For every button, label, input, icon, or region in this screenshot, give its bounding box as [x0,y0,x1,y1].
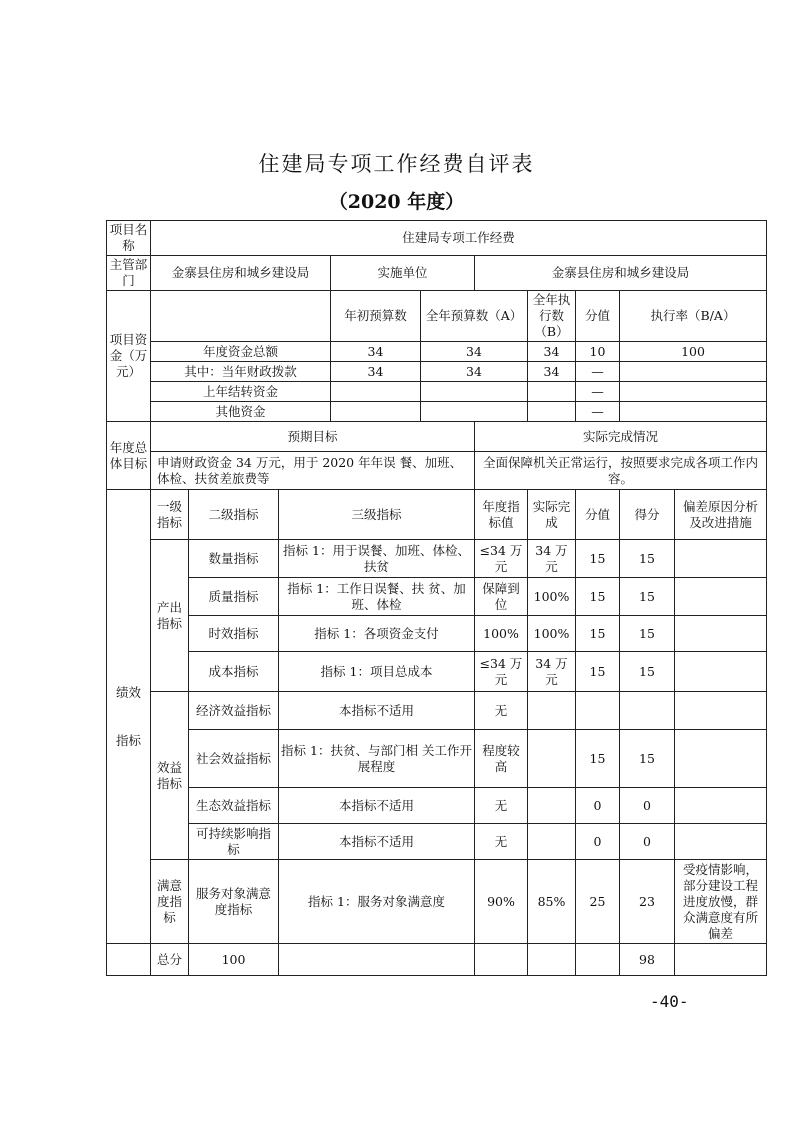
funds-row-label: 其中：当年财政拨款 [151,362,331,382]
indicator-reason [675,730,767,788]
indicators-label-line-2: 指标 [115,732,141,748]
indicator-level2: 可持续影响指标 [189,824,279,860]
total-value: 100 [189,944,279,976]
indicator-level2: 时效指标 [189,616,279,652]
funds-row [107,402,767,422]
funds-section-label: 项目资金（万元） [107,291,151,422]
indicator-row [107,824,767,860]
indicator-level2: 服务对象满意度指标 [189,860,279,944]
indicator-row [107,578,767,616]
header-level3: 三级指标 [279,490,475,540]
funds-row [107,362,767,382]
header-target: 年度指标值 [475,490,528,540]
implementing-unit-label: 实施单位 [331,256,475,291]
expected-goal-header: 预期目标 [151,422,475,452]
indicator-level3: 指标 1：工作日误餐、扶 贫、加班、体检 [279,578,475,616]
header-level1: 一级指标 [151,490,189,540]
indicator-value: 15 [576,652,620,692]
total-score: 98 [620,944,675,976]
self-evaluation-table [106,220,767,976]
indicator-target: 无 [475,824,528,860]
indicator-row [107,860,767,944]
expected-goal-text: 申请财政资金 34 万元，用于 2020 年年误 餐、加班、体检、扶贫差旅费等 [151,452,475,490]
total-label: 总分 [151,944,189,976]
funds-value: — [576,382,620,402]
indicator-row [107,540,767,578]
indicator-level2: 成本指标 [189,652,279,692]
funds-rate [620,382,767,402]
funds-row [107,342,767,362]
header-full-budget: 全年预算数（A） [421,291,528,342]
indicator-value: 15 [576,730,620,788]
funds-full: 34 [421,342,528,362]
indicators-label-line-1: 绩效 [115,684,141,700]
total-blank-level3 [279,944,475,976]
indicator-level2: 质量指标 [189,578,279,616]
indicator-value: 15 [576,578,620,616]
indicators-header-row [107,490,767,540]
indicator-reason [675,692,767,730]
total-blank-actual [528,944,576,976]
funds-header-row [107,291,767,342]
funds-row [107,382,767,402]
indicator-reason [675,824,767,860]
total-blank [107,944,151,976]
header-indicator-score: 得分 [620,490,675,540]
header-execution: 全年执行数（B） [528,291,576,342]
indicator-score: 15 [620,616,675,652]
indicator-row [107,616,767,652]
indicator-reason [675,616,767,652]
indicator-level3: 指标 1：用于误餐、加班、体检、扶贫 [279,540,475,578]
funds-exec: 34 [528,362,576,382]
header-value: 分值 [576,490,620,540]
funds-exec [528,402,576,422]
header-reason: 偏差原因分析及改进措施 [675,490,767,540]
indicator-value: 25 [576,860,620,944]
header-execution-rate: 执行率（B/A） [620,291,767,342]
indicator-value [576,692,620,730]
indicator-row [107,788,767,824]
indicator-actual [528,692,576,730]
indicator-score: 15 [620,578,675,616]
funds-exec: 34 [528,342,576,362]
indicator-score: 15 [620,540,675,578]
total-row [107,944,767,976]
funds-value: — [576,402,620,422]
indicator-reason [675,652,767,692]
indicator-level2: 数量指标 [189,540,279,578]
indicator-actual [528,788,576,824]
funds-full [421,382,528,402]
funds-blank-header [151,291,331,342]
indicator-row [107,652,767,692]
actual-completion-text: 全面保障机关正常运行，按照要求完成各项工作内容。 [475,452,767,490]
indicator-target: ≤34 万元 [475,652,528,692]
implementing-unit-value: 金寨县住房和城乡建设局 [475,256,767,291]
indicator-score: 15 [620,730,675,788]
header-initial-budget: 年初预算数 [331,291,421,342]
indicator-level3: 指标 1：项目总成本 [279,652,475,692]
indicator-target: ≤34 万元 [475,540,528,578]
project-name-row [107,221,767,256]
funds-row-label: 年度资金总额 [151,342,331,362]
indicator-level3: 指标 1：服务对象满意度 [279,860,475,944]
indicator-reason: 受疫情影响，部分建设工程进度放慢，群众满意度有所偏差 [675,860,767,944]
funds-exec [528,382,576,402]
indicator-target: 无 [475,788,528,824]
indicator-level3: 指标 1：扶贫、与部门相 关工作开展程度 [279,730,475,788]
goals-header-row [107,422,767,452]
indicator-actual: 34 万元 [528,652,576,692]
funds-rate: 100 [620,342,767,362]
indicator-score: 23 [620,860,675,944]
indicator-target: 无 [475,692,528,730]
indicator-score: 0 [620,788,675,824]
funds-row-label: 上年结转资金 [151,382,331,402]
page-title: 住建局专项工作经费自评表 [258,152,535,176]
project-name-label: 项目名称 [107,221,151,256]
goals-section-label: 年度总体目标 [107,422,151,490]
page-subtitle: （2020 年度） [328,191,465,213]
page-number: -40- [650,992,689,1011]
indicator-level3: 本指标不适用 [279,824,475,860]
indicator-score: 0 [620,824,675,860]
indicator-target: 程度较高 [475,730,528,788]
indicator-actual: 100% [528,616,576,652]
funds-initial [331,402,421,422]
indicator-target: 90% [475,860,528,944]
total-blank-reason [675,944,767,976]
funds-initial: 34 [331,342,421,362]
funds-rate [620,362,767,382]
indicator-actual [528,730,576,788]
indicator-level2: 社会效益指标 [189,730,279,788]
indicator-level2: 生态效益指标 [189,788,279,824]
funds-value: — [576,362,620,382]
indicator-level2: 经济效益指标 [189,692,279,730]
funds-row-label: 其他资金 [151,402,331,422]
indicator-level3: 本指标不适用 [279,692,475,730]
indicator-value: 0 [576,824,620,860]
indicator-value: 15 [576,616,620,652]
actual-completion-header: 实际完成情况 [475,422,767,452]
indicator-value: 0 [576,788,620,824]
indicator-actual: 85% [528,860,576,944]
satisfaction-indicators-label: 满意度指标 [151,860,189,944]
indicator-target: 保障到位 [475,578,528,616]
indicator-target: 100% [475,616,528,652]
indicator-level3: 本指标不适用 [279,788,475,824]
funds-initial: 34 [331,362,421,382]
department-row [107,256,767,291]
department-value: 金寨县住房和城乡建设局 [151,256,331,291]
header-score-value: 分值 [576,291,620,342]
indicator-actual [528,824,576,860]
indicator-row [107,692,767,730]
indicator-score: 15 [620,652,675,692]
indicator-row [107,730,767,788]
indicators-section-label [107,490,151,944]
output-indicators-label: 产出指标 [151,540,189,692]
funds-full: 34 [421,362,528,382]
indicator-score [620,692,675,730]
indicator-actual: 100% [528,578,576,616]
project-name-value: 住建局专项工作经费 [151,221,767,256]
total-blank-target [475,944,528,976]
department-label: 主管部门 [107,256,151,291]
total-blank-value [576,944,620,976]
header-actual: 实际完成 [528,490,576,540]
funds-initial [331,382,421,402]
indicator-reason [675,540,767,578]
goals-content-row [107,452,767,490]
indicator-level3: 指标 1：各项资金支付 [279,616,475,652]
indicator-actual: 34 万元 [528,540,576,578]
indicator-value: 15 [576,540,620,578]
funds-value: 10 [576,342,620,362]
benefit-indicators-label: 效益指标 [151,692,189,860]
indicator-reason [675,788,767,824]
header-level2: 二级指标 [189,490,279,540]
funds-rate [620,402,767,422]
indicator-reason [675,578,767,616]
funds-full [421,402,528,422]
